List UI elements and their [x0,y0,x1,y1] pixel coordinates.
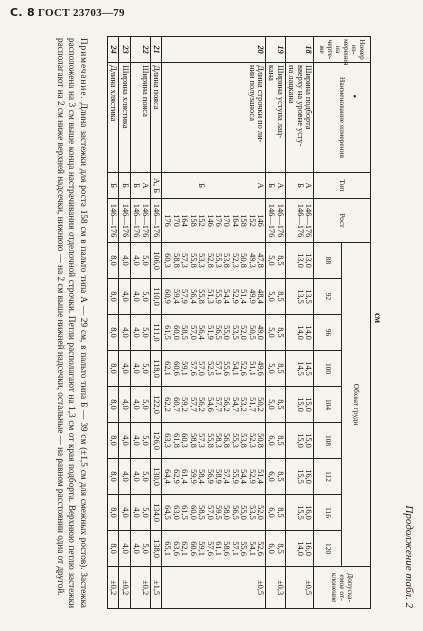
girth-value: 4,0 [119,459,130,495]
table-note [54,38,89,608]
tolerance-value: ±0,2 [108,567,119,609]
garment-type: А Б [265,173,285,199]
garment-type: А, Б [150,173,161,199]
table-continuation-label: Продолжение табл. 2 [403,505,415,608]
girth-value: 110,0 [150,279,161,315]
rotated-page [0,28,423,628]
tolerance-value: ±0,5 [285,567,313,609]
measurement-name: Ширина подборта вверху на уровне усту- па лацкана [285,63,313,173]
girth-value: 51,4 52,9 54,4 55,9 57,4 58,9 56,9 58,4 59,9 61,4 62,9 64,4 [162,459,266,495]
row-number: 23 [119,37,130,63]
height-range: 146—176 [119,199,130,243]
girth-value: 4,0 [119,279,130,315]
girth-value: 5,0 4,0 [130,351,150,387]
row-number: 22 [130,37,150,63]
tolerance-value: ±0,2 [119,567,130,609]
measurement-name: Ширина пояса [130,63,150,173]
girth-value: 52,6 54,1 55,6 57,1 58,6 61,1 57,6 59,1 60,6 62,1 63,6 65,1 [162,531,266,567]
girth-value: 48,4 49,9 51,4 52,9 54,4 55,9 51,3 55,8 56,4 57,9 59,4 60,9 [162,279,266,315]
tolerance-value: ±0,2 [130,567,150,609]
garment-type: А Б [162,173,266,199]
girth-value: 118,0 [150,351,161,387]
height-range: 146—176 146—176 [130,199,150,243]
mark-dot: • [353,92,357,103]
table-row [108,37,119,609]
girth-value: 106,0 [150,243,161,279]
row-number: 24 [108,37,119,63]
girth-value: 8,0 [108,387,119,423]
height-range: 146—176 [108,199,119,243]
row-number: 20 [162,37,266,63]
girth-120: 120 [314,531,343,567]
height-range: 146—176 146—176 [265,199,285,243]
table-row [285,37,313,609]
girth-value: 8,5 6,0 [265,423,285,459]
note-lead: Примечание. [79,38,89,100]
col-name: Наименование измерения [314,63,371,173]
measurement-name: Ширина уступа лац- кана [265,63,285,173]
girth-value: 14,0 14,0 [285,315,313,351]
measurement-name: Ширина хлястика [119,63,130,173]
tolerance-value: ±0,5 [162,567,266,609]
table-row [162,37,266,609]
girth-value: 4,0 [119,243,130,279]
table-row [265,37,285,609]
girth-value: 138,0 [150,531,161,567]
girth-100: 100 [314,351,343,387]
girth-value: 52,0 53,5 55,0 56,5 58,0 59,5 57,0 58,5 60,0 61,5 63,0 64,5 [162,495,266,531]
row-number: 21 [150,37,161,63]
girth-108: 108 [314,423,343,459]
garment-type: Б [108,173,119,199]
height-range: 146 152 158 164 170 176 146 152 158 164 170 176 [162,199,266,243]
girth-value: 16,0 14,0 [285,531,313,567]
girth-value: 4,0 [119,351,130,387]
measurements-table [107,36,371,609]
col-girth-group: Обхват груди [342,243,371,567]
girth-value: 4,0 [119,315,130,351]
girth-value: 134,0 [150,495,161,531]
girth-value: 8,5 5,0 [265,243,285,279]
girth-value: 50,2 51,7 53,2 54,7 56,2 57,7 54,6 56,2 57,7 59,2 60,7 62,2 [162,387,266,423]
girth-92: 92 [314,279,343,315]
girth-value: 8,5 5,0 [265,315,285,351]
girth-value: 5,0 4,0 [130,387,150,423]
girth-value: 5,0 4,0 [130,531,150,567]
girth-value: 4,0 [119,531,130,567]
girth-104: 104 [314,387,343,423]
girth-value: 49,0 50,5 52,0 53,5 55,0 56,5 51,9 56,4 57,0 58,5 60,0 61,5 [162,315,266,351]
girth-value: 8,0 [108,243,119,279]
note-text: Длина застежки для роста 158 см в пальто типа А — 29 см, в пальто типа Б — 39 см (±1,5 см для смежных ростов). Застежка расположена на 3 см выше конца настрачивания отделочной строчки. Петли располагают на 1,3 см от края подборта. Верхнюю петлю застежки располагают на 2 см ниже верхней надсечки, нижнюю — на 2 см выше нижней надсечки, остальные — на равном расстоянии одна от другой. [55,38,89,608]
girth-value: 8,5 6,0 [265,495,285,531]
tolerance-value: ±1,5 [150,567,161,609]
height-range: 146—176 [150,199,161,243]
girth-value: 13,0 13,0 [285,243,313,279]
table-body [108,37,314,609]
girth-value: 5,0 4,0 [130,459,150,495]
girth-value: 15,0 15,0 [285,387,313,423]
girth-value: 130,0 [150,459,161,495]
header-row [342,37,371,609]
girth-value: 111,0 [150,315,161,351]
girth-112: 112 [314,459,343,495]
girth-value: 5,0 4,0 [130,279,150,315]
girth-value: 8,5 5,0 [265,387,285,423]
table-row [119,37,130,609]
col-type: Тип [314,173,371,199]
page-header [10,6,125,19]
girth-value: 8,0 [108,423,119,459]
girth-value: 8,0 [108,351,119,387]
table-row [150,37,161,609]
girth-value: 16,0 15,5 [285,459,313,495]
girth-value: 8,5 6,0 [265,531,285,567]
girth-96: 96 [314,315,343,351]
unit-label: см [373,312,383,324]
measurement-name: Длина строчки по ли- нии полузаноса [162,63,266,173]
row-number: 19 [265,37,285,63]
col-height: Рост [314,199,371,243]
table-row [130,37,150,609]
girth-value: 8,0 [108,459,119,495]
girth-value: 8,0 [108,315,119,351]
girth-value: 15,0 15,0 [285,423,313,459]
girth-value: 8,5 5,0 [265,351,285,387]
girth-value: 8,0 [108,531,119,567]
girth-value: 5,0 4,0 [130,315,150,351]
height-range: 146—176 146—176 [285,199,313,243]
girth-value: 49,6 51,1 52,6 54,1 55,6 57,1 52,5 57,0 57,6 59,1 60,6 62,1 [162,351,266,387]
girth-value: 8,0 [108,495,119,531]
girth-value: 126,0 [150,423,161,459]
page-number: С. 8 [10,6,35,19]
girth-value: 14,5 14,5 [285,351,313,387]
girth-value: 122,0 [150,387,161,423]
col-tolerance: Допуска-емое от-клонение [314,567,371,609]
garment-type: А Б [130,173,150,199]
girth-value: 8,5 6,0 [265,459,285,495]
measurement-name: Длина хлястика [108,63,119,173]
tolerance-value: ±0,3 [265,567,285,609]
garment-type: Б [119,173,130,199]
girth-value: 4,0 [119,387,130,423]
girth-value: 4,0 [119,423,130,459]
girth-value: 4,0 [119,495,130,531]
girth-value: 47,8 49,3 50,8 52,3 53,8 55,3 52,8 53,3 55,8 57,3 58,8 60,3 [162,243,266,279]
standard-code: ГОСТ 23703—79 [38,7,125,19]
col-num: Номер из-мерения на черте-же [314,37,371,63]
girth-value: 5,0 4,0 [130,243,150,279]
girth-value: 8,0 [108,279,119,315]
girth-value: 8,5 5,0 [265,279,285,315]
girth-88: 88 [314,243,343,279]
row-number: 18 [285,37,313,63]
girth-116: 116 [314,495,343,531]
girth-value: 5,0 4,0 [130,423,150,459]
garment-type: А Б [285,173,313,199]
girth-value: 50,8 52,3 53,8 55,3 56,8 58,3 55,8 57,3 58,8 60,3 61,8 63,3 [162,423,266,459]
girth-value: 16,0 15,5 [285,495,313,531]
measurement-name: Длина пояса [150,63,161,173]
girth-value: 13,5 13,5 [285,279,313,315]
girth-value: 5,0 4,0 [130,495,150,531]
